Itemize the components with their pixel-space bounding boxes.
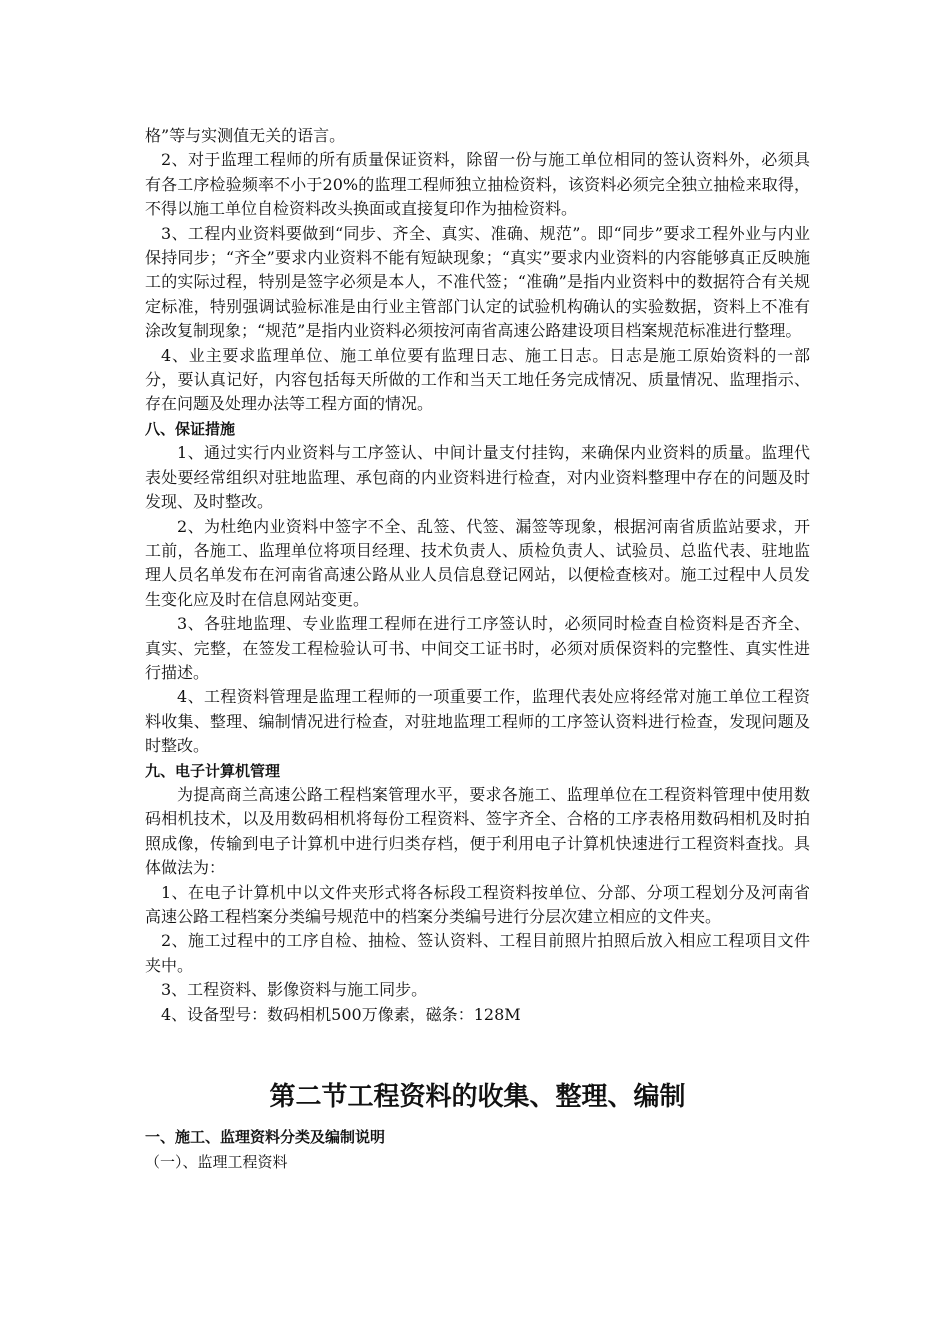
section-heading-9: 九、电子计算机管理 xyxy=(145,761,281,780)
paragraph: 1、通过实行内业资料与工序签认、中间计量支付挂钩，来确保内业资料的质量。监理代表处要经常组织对驻地监理、承包商的内业资料进行检查，对内业资料整理中存在的问题及时发现、及时整改。 xyxy=(145,443,810,512)
paragraph: 1、在电子计算机中以文件夹形式将各标段工程资料按单位、分部、分项工程划分及河南省高速公路工程档案分类编号规范中的档案分类编号进行分层次建立相应的文件夹。 xyxy=(145,882,810,926)
sub-item: （一）、监理工程资料 xyxy=(145,1153,288,1172)
section-title: 第二节工程资料的收集、整理、编制 xyxy=(269,1082,686,1113)
section-heading-8: 八、保证措施 xyxy=(145,419,236,438)
sub-heading: 一、施工、监理资料分类及编制说明 xyxy=(145,1128,386,1147)
document-page xyxy=(145,124,810,1175)
paragraph: 格”等与实测值无关的语言。 xyxy=(145,126,346,145)
paragraph: 4、设备型号：数码相机500万像素，磁条：128M xyxy=(161,1004,521,1024)
paragraph: 3、工程内业资料要做到“同步、齐全、真实、准确、规范”。即“同步”要求工程外业与内业保持同步；“齐全”要求内业资料不能有短缺现象；“真实”要求内业资料的内容能够真正反映施工的实际过程，特别是签字必须是本人，不准代签；“准确”是指内业资料中的数据符合有关规定标准，特别强调试验标准是由行业主管部门认定的试验机构确认的实验数据，资料上不准有涂改复制现象；“规范”是指内业资料必须按河南省高速公路建设项目档案规范标准进行整理。 xyxy=(145,223,810,341)
paragraph: 2、对于监理工程师的所有质量保证资料，除留一份与施工单位相同的签认资料外，必须具有各工序检验频率不小于20%的监理工程师独立抽检资料，该资料必须完全独立抽检来取得，不得以施工单位自检资料改头换面或直接复印作为抽检资料。 xyxy=(145,150,810,219)
paragraph: 4、业主要求监理单位、施工单位要有监理日志、施工日志。日志是施工原始资料的一部分，要认真记好，内容包括每天所做的工作和当天工地任务完成情况、质量情况、监理指示、存在问题及处理办法等工程方面的情况。 xyxy=(145,345,810,414)
paragraph: 2、为杜绝内业资料中签字不全、乱签、代签、漏签等现象，根据河南省质监站要求，开工前，各施工、监理单位将项目经理、技术负责人、质检负责人、试验员、总监代表、驻地监理人员名单发布在河南省高速公路从业人员信息登记网站，以便检查核对。施工过程中人员发生变化应及时在信息网站变更。 xyxy=(145,516,810,609)
paragraph: 3、各驻地监理、专业监理工程师在进行工序签认时，必须同时检查自检资料是否齐全、真实、完整，在签发工程检验认可书、中间交工证书时，必须对质保资料的完整性、真实性进行描述。 xyxy=(145,614,810,682)
paragraph: 为提高商兰高速公路工程档案管理水平，要求各施工、监理单位在工程资料管理中使用数码相机技术，以及用数码相机将每份工程资料、签字齐全、合格的工序表格用数码相机及时拍照成像，传输到电子计算机中进行归类存档，便于利用电子计算机快速进行工程资料查找。具体做法为： xyxy=(145,784,810,878)
paragraph: 3、工程资料、影像资料与施工同步。 xyxy=(161,980,428,1000)
paragraph: 4、工程资料管理是监理工程师的一项重要工作，监理代表处应将经常对施工单位工程资料收集、整理、编制情况进行检查，对驻地监理工程师的工序签认资料进行检查，发现问题及时整改。 xyxy=(145,687,810,756)
paragraph: 2、施工过程中的工序自检、抽检、签认资料、工程目前照片拍照后放入相应工程项目文件夹中。 xyxy=(145,931,810,975)
